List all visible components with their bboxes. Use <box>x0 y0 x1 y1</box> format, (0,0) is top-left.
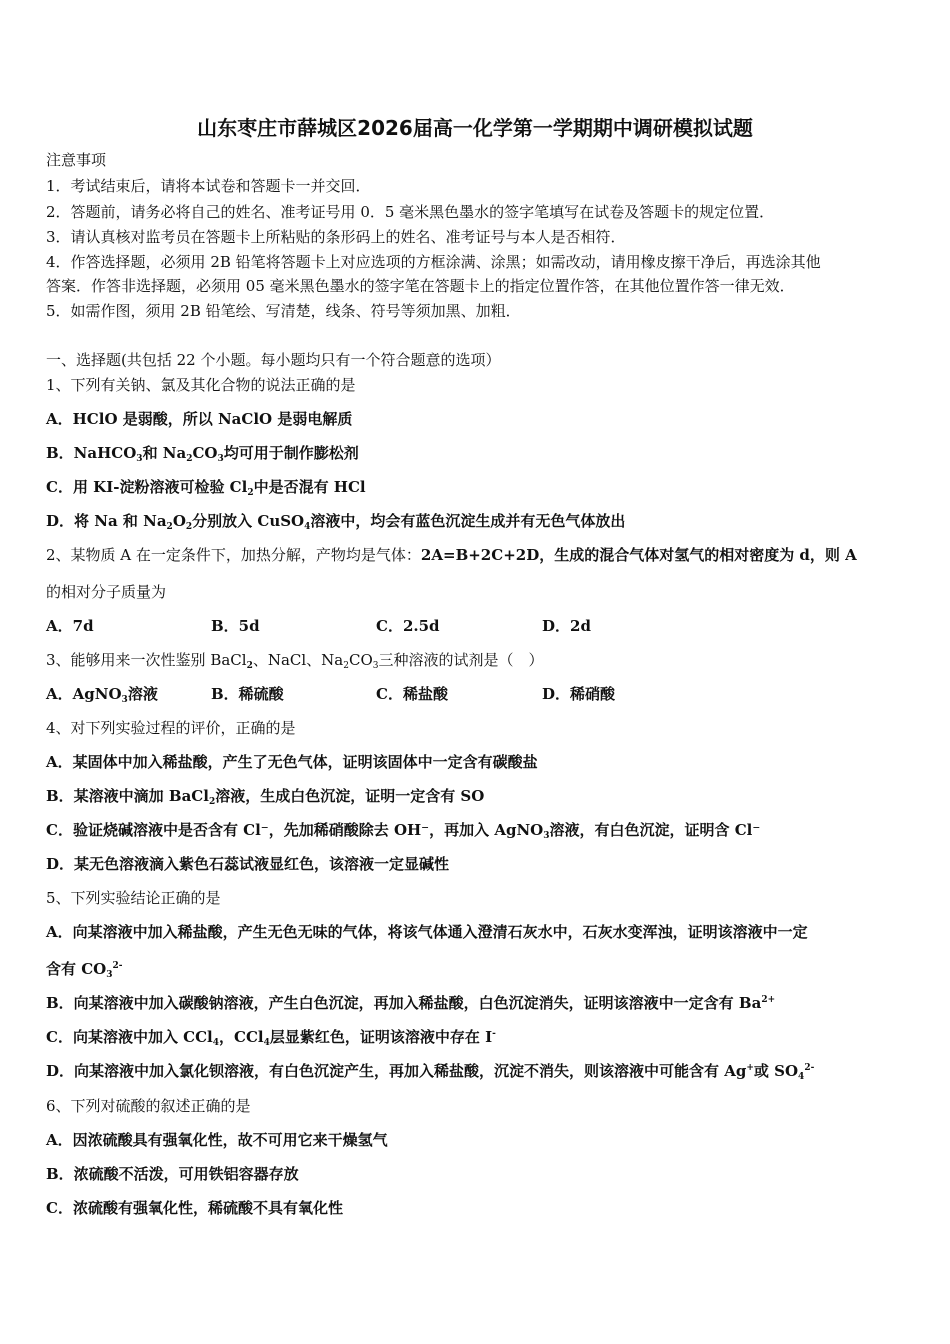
q4-option-d: D．某无色溶液滴入紫色石蕊试液显红色，该溶液一定显碱性 <box>46 855 450 873</box>
q1-option-d: D．将 Na 和 $Na_2O_2$分别放入 CuSO$_4$溶液中，均会有蓝色沉淀生成并有无色气体放出 <box>46 512 626 532</box>
q1-option-b: B．NaHCO$_3$和 $Na_2CO_3$均可用于制作膨松剂 <box>46 444 359 464</box>
question-stem-6: 6、下列对硫酸的叙述正确的是 <box>46 1097 251 1115</box>
q4-option-c: C．验证烧碱溶液中是否含有 Cl⁻，先加稀硝酸除去 OH⁻，再加入 AgNO$_3$溶液，有白色沉淀，证明含 Cl⁻ <box>46 821 761 841</box>
question-stem-5: 5、下列实验结论正确的是 <box>46 889 221 907</box>
notice-heading: 注意事项 <box>46 151 107 169</box>
q4-option-a: A．某固体中加入稀盐酸，产生了无色气体，证明该固体中一定含有碳酸盐 <box>46 753 538 771</box>
q6-option-a: A．因浓硫酸具有强氧化性，故不可用它来干燥氢气 <box>46 1131 388 1149</box>
q5-option-a-cont: 含有 $CO_3^{2-}$ <box>46 960 123 980</box>
q5-option-b: B．向某溶液中加入碳酸钠溶液，产生白色沉淀，再加入稀盐酸，白色沉淀消失，证明该溶液中一定含有 $Ba^{2+}$ <box>46 994 776 1012</box>
q3-option-b: B．稀硫酸 <box>211 685 284 703</box>
question-stem-2: 2、某物质 A 在一定条件下，加热分解，产物均是气体：2A=B+2C+2D，生成的混合气体对氢气的相对密度为 d，则 A <box>46 546 857 564</box>
q3-option-d: D．稀硝酸 <box>542 685 616 703</box>
question-stem-1: 1、下列有关钠、氯及其化合物的说法正确的是 <box>46 376 356 394</box>
q3-option-a: A．AgNO$_3$溶液 <box>46 685 158 705</box>
q2-option-d: D．2d <box>542 617 591 635</box>
section-heading: 一、选择题(共包括 22 个小题。每小题均只有一个符合题意的选项） <box>46 351 501 369</box>
notice-item: 3．请认真核对监考员在答题卡上所粘贴的条形码上的姓名、准考证号与本人是否相符． <box>46 228 626 246</box>
notice-item: 答案．作答非选择题，必须用 05 毫米黑色墨水的签字笔在答题卡上的指定位置作答，在其他位置作答一律无效． <box>46 277 795 295</box>
q5-option-a: A．向某溶液中加入稀盐酸，产生无色无味的气体，将该气体通入澄清石灰水中，石灰水变浑浊，证明该溶液中一定 <box>46 923 808 941</box>
q2-option-c: C．2.5d <box>376 617 440 635</box>
q5-option-d: D．向某溶液中加入氯化钡溶液，有白色沉淀产生，再加入稀盐酸，沉淀不消失，则该溶液中可能含有 Ag+或 $SO_4^{2-}$ <box>46 1062 815 1082</box>
q4-option-b: B．某溶液中滴加 BaCl$_2$溶液，生成白色沉淀，证明一定含有 SO <box>46 787 485 807</box>
q1-option-c: C．用 KI-淀粉溶液可检验 $Cl_2$中是否混有 HCl <box>46 478 366 498</box>
question-stem-3: 3、能够用来一次性鉴别 BaCl$_2$、NaCl、$Na_2CO_3$三种溶液的试剂是（ ） <box>46 651 544 671</box>
notice-item: 5．如需作图，须用 2B 铅笔绘、写清楚，线条、符号等须加黑、加粗． <box>46 302 521 320</box>
notice-item: 2．答题前，请务必将自己的姓名、准考证号用 0．5 毫米黑色墨水的签字笔填写在试卷及答题卡的规定位置． <box>46 203 775 221</box>
q1-option-a: A．HClO 是弱酸，所以 NaClO 是弱电解质 <box>46 410 353 428</box>
q3-option-c: C．稀盐酸 <box>376 685 448 703</box>
notice-item: 1．考试结束后，请将本试卷和答题卡一并交回． <box>46 177 371 195</box>
q5-option-c: C．向某溶液中加入 CCl$_4$，CCl$_4$层显紫红色，证明该溶液中存在 I- <box>46 1028 496 1048</box>
q2-option-b: B．5d <box>211 617 260 635</box>
notice-item: 4．作答选择题，必须用 2B 铅笔将答题卡上对应选项的方框涂满、涂黑；如需改动，请用橡皮擦干净后，再选涂其他 <box>46 253 821 271</box>
question-stem-2-cont: 的相对分子质量为 <box>46 583 167 601</box>
q6-option-b: B．浓硫酸不活泼，可用铁铝容器存放 <box>46 1165 299 1183</box>
question-stem-4: 4、对下列实验过程的评价，正确的是 <box>46 719 296 737</box>
q6-option-c: C．浓硫酸有强氧化性，稀硫酸不具有氧化性 <box>46 1199 343 1217</box>
q2-option-a: A．7d <box>46 617 94 635</box>
page-title: 山东枣庄市薛城区2026届高一化学第一学期期中调研模拟试题 <box>197 116 753 140</box>
